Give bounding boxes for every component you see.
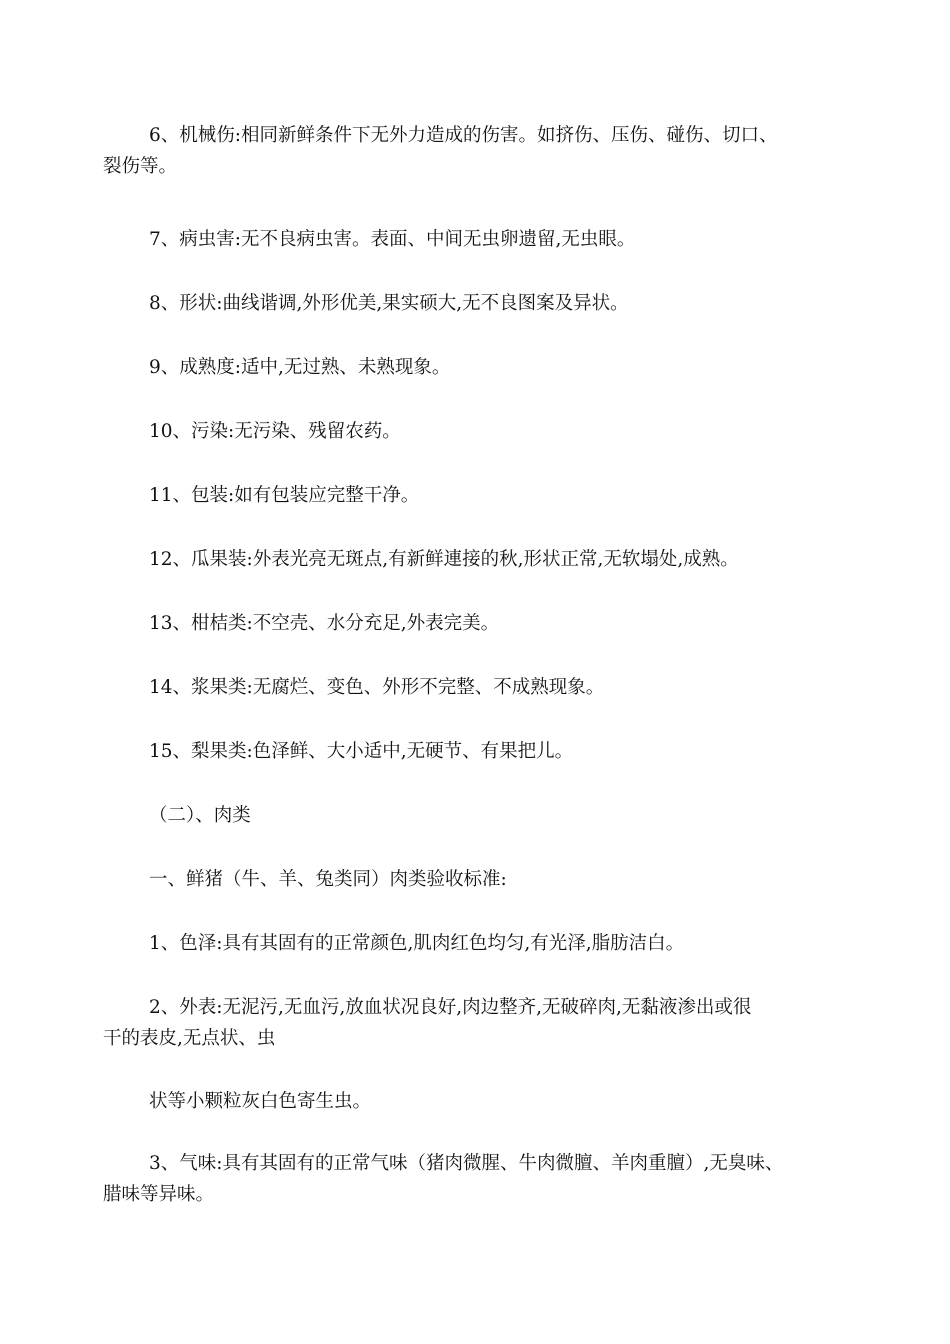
text-line: 3、气味:具有其固有的正常气味（猪肉微腥、牛肉微膻、羊肉重膻）,无臭味、 bbox=[149, 1153, 784, 1174]
text-line: 8、形状:曲线谐调,外形优美,果实硕大,无不良图案及异状。 bbox=[149, 293, 629, 314]
text-line: 状等小颗粒灰白色寄生虫。 bbox=[149, 1091, 372, 1112]
paragraph-mechanical-damage bbox=[103, 120, 850, 182]
text-line: 9、成熟度:适中,无过熟、未熟现象。 bbox=[149, 357, 451, 378]
section-heading-meat bbox=[149, 800, 850, 831]
paragraph-appearance bbox=[103, 992, 850, 1054]
text-line: 11、包装:如有包装应完整干净。 bbox=[149, 485, 420, 506]
paragraph-ripeness bbox=[149, 352, 850, 383]
text-line: 7、病虫害:无不良病虫害。表面、中间无虫卵遗留,无虫眼。 bbox=[149, 229, 636, 250]
text-line: 一、鲜猪（牛、羊、兔类同）肉类验收标准: bbox=[149, 869, 507, 890]
paragraph-pears bbox=[149, 736, 850, 767]
text-line: 13、柑桔类:不空壳、水分充足,外表完美。 bbox=[149, 613, 500, 634]
paragraph-color bbox=[149, 928, 850, 959]
text-line: 14、浆果类:无腐烂、变色、外形不完整、不成熟现象。 bbox=[149, 677, 605, 698]
text-line: 干的表皮,无点状、虫 bbox=[103, 1028, 276, 1049]
text-line: 15、梨果类:色泽鲜、大小适中,无硬节、有果把儿。 bbox=[149, 741, 574, 762]
paragraph-pests bbox=[149, 224, 850, 255]
text-line: 腊味等异味。 bbox=[103, 1184, 215, 1205]
paragraph-appearance-continued bbox=[149, 1086, 850, 1117]
paragraph-contamination bbox=[149, 416, 850, 447]
paragraph-packaging bbox=[149, 480, 850, 511]
text-line: 裂伤等。 bbox=[103, 156, 178, 177]
paragraph-odor bbox=[103, 1148, 850, 1210]
text-line: 6、机械伤:相同新鲜条件下无外力造成的伤害。如挤伤、压伤、碰伤、切口、 bbox=[149, 125, 778, 146]
text-line: （二）、肉类 bbox=[149, 805, 251, 826]
text-line: 10、污染:无污染、残留农药。 bbox=[149, 421, 401, 442]
text-line: 12、瓜果装:外表光亮无斑点,有新鲜連接的秋,形状正常,无软塌处,成熟。 bbox=[149, 549, 739, 570]
paragraph-berries bbox=[149, 672, 850, 703]
subheading-fresh-pork-standard bbox=[149, 864, 850, 895]
paragraph-citrus bbox=[149, 608, 850, 639]
paragraph-melons bbox=[149, 544, 850, 575]
paragraph-shape bbox=[149, 288, 850, 319]
text-line: 1、色泽:具有其固有的正常颜色,肌肉红色均匀,有光泽,脂肪洁白。 bbox=[149, 933, 685, 954]
text-line: 2、外表:无泥污,无血污,放血状况良好,肉边整齐,无破碎肉,无黏液渗出或很 bbox=[149, 997, 752, 1018]
